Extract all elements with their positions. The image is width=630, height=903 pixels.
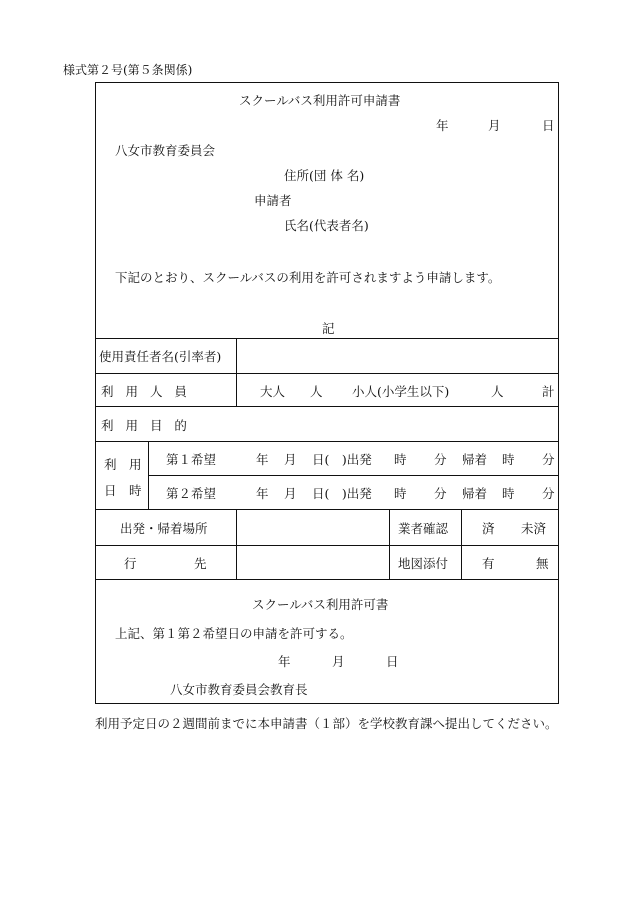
col-line [236, 338, 237, 406]
permit-date-year: 年 [278, 654, 291, 669]
purpose-label: 利 用 目 的 [101, 418, 187, 433]
addressee: 八女市教育委員会 [115, 143, 216, 158]
row-line [96, 509, 558, 510]
row-line [96, 406, 558, 407]
pref1-day-depart: 日( )出発 [312, 452, 372, 467]
datetime-label-line1: 利 用 [104, 457, 142, 472]
pref1-return: 帰着 [462, 452, 488, 467]
permit-text: 上記、第１第２希望日の申請を許可する。 [115, 626, 353, 641]
pref1-return-hour: 時 [502, 452, 515, 467]
col-line [389, 509, 390, 579]
permit-signer: 八女市教育委員会教育長 [170, 682, 308, 697]
pref2-label: 第２希望 [166, 486, 217, 501]
col-line [148, 441, 149, 509]
permit-title: スクールバス利用許可書 [252, 597, 389, 612]
col-line [461, 509, 462, 579]
pref1-label: 第１希望 [166, 452, 217, 467]
count-label: 利 用 人 員 [101, 384, 187, 399]
map-no: 無 [536, 556, 549, 571]
child-label: 小人(小学生以下) [352, 384, 450, 399]
adult-unit: 人 [310, 384, 323, 399]
map-yes: 有 [482, 556, 495, 571]
pref2-minute: 分 [434, 486, 447, 501]
row-line [96, 373, 558, 374]
vendor-done: 済 [482, 521, 495, 536]
body-text: 下記のとおり、スクールバスの利用を許可されますよう申請します。 [115, 270, 501, 285]
form-number: 様式第２号(第５条関係) [63, 63, 193, 77]
map-label: 地図添付 [398, 556, 449, 571]
pref2-month: 月 [284, 486, 297, 501]
date-year: 年 [436, 118, 449, 133]
child-unit: 人 [491, 384, 504, 399]
ki-mark: 記 [322, 321, 335, 336]
pref2-day-depart: 日( )出発 [312, 486, 372, 501]
permit-separator-line [96, 579, 558, 580]
row-line [96, 441, 558, 442]
pref2-year: 年 [256, 486, 269, 501]
pref2-hour: 時 [394, 486, 407, 501]
date-month: 月 [488, 118, 501, 133]
vendor-label: 業者確認 [398, 521, 449, 536]
leader-label: 使用責任者名(引率者) [99, 349, 222, 364]
row-line [148, 475, 558, 476]
pref1-month: 月 [284, 452, 297, 467]
adult-label: 大人 [260, 384, 286, 399]
pref2-return: 帰着 [462, 486, 488, 501]
address-label: 住所(団 体 名) [284, 168, 365, 183]
place-label: 出発・帰着場所 [120, 521, 208, 536]
pref1-hour: 時 [394, 452, 407, 467]
destination-label-part2: 先 [194, 556, 207, 571]
pref1-minute: 分 [434, 452, 447, 467]
applicant-label: 申請者 [254, 193, 292, 208]
vendor-not-done: 未済 [521, 521, 547, 536]
footer-note: 利用予定日の２週間前までに本申請書（１部）を学校教育課へ提出してください。 [95, 716, 558, 731]
total-label: 計 [542, 384, 555, 399]
datetime-label-line2: 日 時 [104, 483, 142, 498]
pref2-return-minute: 分 [542, 486, 555, 501]
pref1-return-minute: 分 [542, 452, 555, 467]
pref1-year: 年 [256, 452, 269, 467]
name-label: 氏名(代表者名) [284, 218, 369, 233]
pref2-return-hour: 時 [502, 486, 515, 501]
application-title: スクールバス利用許可申請書 [239, 93, 401, 108]
row-line [96, 545, 558, 546]
application-form-frame [95, 82, 559, 704]
permit-date-day: 日 [386, 654, 399, 669]
col-line [236, 509, 237, 579]
table-top-line [96, 338, 558, 339]
permit-date-month: 月 [332, 654, 345, 669]
destination-label-part1: 行 [124, 556, 137, 571]
date-day: 日 [542, 118, 555, 133]
